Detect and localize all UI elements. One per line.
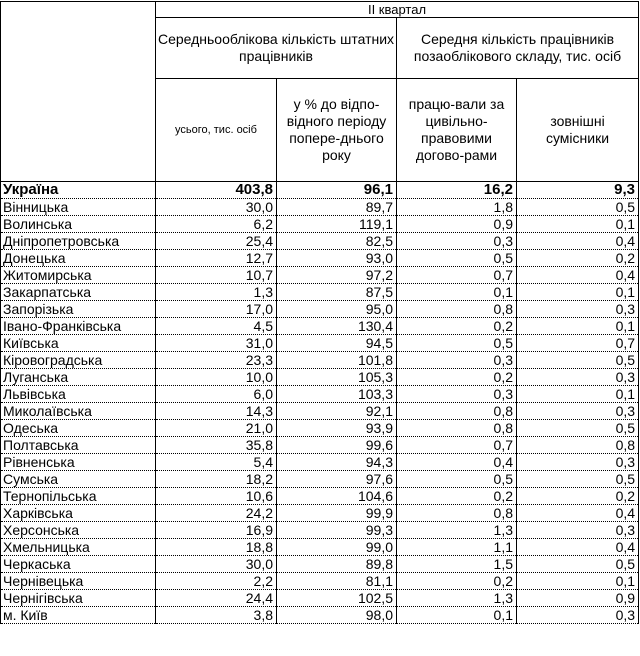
region-name: Київська xyxy=(1,335,156,352)
value-civil-contracts: 1,8 xyxy=(397,199,517,216)
region-name: Черкаська xyxy=(1,556,156,573)
value-total: 24,2 xyxy=(156,505,277,522)
value-civil-contracts: 1,3 xyxy=(397,522,517,539)
table-row xyxy=(1,250,639,267)
table-row xyxy=(1,522,639,539)
value-percent: 101,8 xyxy=(277,352,397,369)
value-civil-contracts: 0,8 xyxy=(397,403,517,420)
table-row-total xyxy=(1,182,639,199)
region-header-cell xyxy=(1,2,156,182)
value-civil-contracts: 0,8 xyxy=(397,505,517,522)
value-civil-contracts: 0,2 xyxy=(397,369,517,386)
table-row xyxy=(1,403,639,420)
value-external-part-time: 0,5 xyxy=(517,471,639,488)
col-header-civil-contracts: працю-вали за цивільно-правовими догово-рами xyxy=(397,79,517,182)
region-name: Івано-Франківська xyxy=(1,318,156,335)
value-percent: 82,5 xyxy=(277,233,397,250)
value-total: 403,8 xyxy=(156,182,277,199)
value-civil-contracts: 0,1 xyxy=(397,284,517,301)
region-name: Закарпатська xyxy=(1,284,156,301)
value-percent: 94,5 xyxy=(277,335,397,352)
value-total: 17,0 xyxy=(156,301,277,318)
value-total: 2,2 xyxy=(156,573,277,590)
value-total: 14,3 xyxy=(156,403,277,420)
value-total: 10,0 xyxy=(156,369,277,386)
value-percent: 97,6 xyxy=(277,471,397,488)
table-row xyxy=(1,437,639,454)
region-name: Харківська xyxy=(1,505,156,522)
value-percent: 92,1 xyxy=(277,403,397,420)
value-percent: 97,2 xyxy=(277,267,397,284)
value-percent: 99,3 xyxy=(277,522,397,539)
value-civil-contracts: 0,2 xyxy=(397,573,517,590)
value-external-part-time: 9,3 xyxy=(517,182,639,199)
value-total: 21,0 xyxy=(156,420,277,437)
value-total: 5,4 xyxy=(156,454,277,471)
table-row xyxy=(1,284,639,301)
table-row xyxy=(1,216,639,233)
region-name: Волинська xyxy=(1,216,156,233)
table-row xyxy=(1,454,639,471)
value-external-part-time: 0,4 xyxy=(517,267,639,284)
table-row xyxy=(1,199,639,216)
value-external-part-time: 0,7 xyxy=(517,335,639,352)
table-row xyxy=(1,369,639,386)
value-percent: 99,6 xyxy=(277,437,397,454)
value-external-part-time: 0,1 xyxy=(517,573,639,590)
value-percent: 81,1 xyxy=(277,573,397,590)
region-name: Тернопільська xyxy=(1,488,156,505)
value-civil-contracts: 0,2 xyxy=(397,318,517,335)
region-name: Одеська xyxy=(1,420,156,437)
value-external-part-time: 0,4 xyxy=(517,505,639,522)
region-name: Житомирська xyxy=(1,267,156,284)
value-percent: 93,0 xyxy=(277,250,397,267)
value-civil-contracts: 0,9 xyxy=(397,216,517,233)
value-civil-contracts: 0,3 xyxy=(397,233,517,250)
value-percent: 95,0 xyxy=(277,301,397,318)
value-percent: 104,6 xyxy=(277,488,397,505)
value-total: 23,3 xyxy=(156,352,277,369)
quarter-header: II квартал xyxy=(156,2,639,18)
region-name: Чернігівська xyxy=(1,590,156,607)
value-total: 12,7 xyxy=(156,250,277,267)
table-row xyxy=(1,335,639,352)
value-total: 35,8 xyxy=(156,437,277,454)
value-percent: 103,3 xyxy=(277,386,397,403)
value-total: 24,4 xyxy=(156,590,277,607)
value-percent: 89,7 xyxy=(277,199,397,216)
table-row xyxy=(1,607,639,624)
value-civil-contracts: 0,3 xyxy=(397,352,517,369)
value-civil-contracts: 0,5 xyxy=(397,471,517,488)
value-civil-contracts: 0,7 xyxy=(397,437,517,454)
region-name: Україна xyxy=(1,182,156,199)
value-external-part-time: 0,5 xyxy=(517,352,639,369)
value-total: 18,8 xyxy=(156,539,277,556)
table-row xyxy=(1,318,639,335)
value-external-part-time: 0,1 xyxy=(517,318,639,335)
table-row xyxy=(1,420,639,437)
table-row xyxy=(1,573,639,590)
value-total: 1,3 xyxy=(156,284,277,301)
value-percent: 96,1 xyxy=(277,182,397,199)
value-percent: 99,9 xyxy=(277,505,397,522)
region-name: Миколаївська xyxy=(1,403,156,420)
value-total: 6,0 xyxy=(156,386,277,403)
col-header-total: усього, тис. осіб xyxy=(156,79,277,182)
value-external-part-time: 0,5 xyxy=(517,556,639,573)
value-civil-contracts: 0,1 xyxy=(397,607,517,624)
value-percent: 130,4 xyxy=(277,318,397,335)
value-external-part-time: 0,1 xyxy=(517,284,639,301)
value-civil-contracts: 0,8 xyxy=(397,301,517,318)
value-total: 16,9 xyxy=(156,522,277,539)
region-name: Луганська xyxy=(1,369,156,386)
region-name: Донецька xyxy=(1,250,156,267)
region-name: Чернівецька xyxy=(1,573,156,590)
region-name: Сумська xyxy=(1,471,156,488)
table-body xyxy=(1,182,639,624)
value-total: 10,7 xyxy=(156,267,277,284)
value-civil-contracts: 0,4 xyxy=(397,454,517,471)
region-name: Вінницька xyxy=(1,199,156,216)
region-name: Полтавська xyxy=(1,437,156,454)
value-percent: 102,5 xyxy=(277,590,397,607)
value-civil-contracts: 0,5 xyxy=(397,335,517,352)
value-civil-contracts: 0,8 xyxy=(397,420,517,437)
table-row xyxy=(1,539,639,556)
value-external-part-time: 0,3 xyxy=(517,522,639,539)
statistics-table xyxy=(0,1,639,624)
value-percent: 89,8 xyxy=(277,556,397,573)
value-total: 25,4 xyxy=(156,233,277,250)
value-civil-contracts: 1,3 xyxy=(397,590,517,607)
region-name: Кіровоградська xyxy=(1,352,156,369)
value-percent: 99,0 xyxy=(277,539,397,556)
value-external-part-time: 0,9 xyxy=(517,590,639,607)
region-name: Рівненська xyxy=(1,454,156,471)
value-external-part-time: 0,8 xyxy=(517,437,639,454)
value-civil-contracts: 1,5 xyxy=(397,556,517,573)
value-external-part-time: 0,3 xyxy=(517,607,639,624)
value-total: 10,6 xyxy=(156,488,277,505)
value-external-part-time: 0,2 xyxy=(517,488,639,505)
table-row xyxy=(1,505,639,522)
value-external-part-time: 0,4 xyxy=(517,233,639,250)
value-total: 4,5 xyxy=(156,318,277,335)
value-percent: 93,9 xyxy=(277,420,397,437)
value-civil-contracts: 0,3 xyxy=(397,386,517,403)
value-total: 3,8 xyxy=(156,607,277,624)
header-row-quarter xyxy=(1,2,639,18)
table-row xyxy=(1,386,639,403)
region-name: Львівська xyxy=(1,386,156,403)
table-row xyxy=(1,267,639,284)
value-total: 18,2 xyxy=(156,471,277,488)
value-total: 30,0 xyxy=(156,199,277,216)
value-external-part-time: 0,3 xyxy=(517,369,639,386)
value-external-part-time: 0,5 xyxy=(517,420,639,437)
value-external-part-time: 0,5 xyxy=(517,199,639,216)
value-percent: 98,0 xyxy=(277,607,397,624)
value-percent: 105,3 xyxy=(277,369,397,386)
value-external-part-time: 0,1 xyxy=(517,216,639,233)
value-civil-contracts: 0,2 xyxy=(397,488,517,505)
value-total: 30,0 xyxy=(156,556,277,573)
table-row xyxy=(1,471,639,488)
value-total: 6,2 xyxy=(156,216,277,233)
value-external-part-time: 0,3 xyxy=(517,454,639,471)
value-percent: 94,3 xyxy=(277,454,397,471)
table-row xyxy=(1,488,639,505)
table-row xyxy=(1,301,639,318)
value-civil-contracts: 0,7 xyxy=(397,267,517,284)
group-header-staff: Середньооблікова кількість штатних працівників xyxy=(156,18,397,79)
region-name: Дніпропетровська xyxy=(1,233,156,250)
region-name: Хмельницька xyxy=(1,539,156,556)
value-percent: 87,5 xyxy=(277,284,397,301)
region-name: Херсонська xyxy=(1,522,156,539)
value-external-part-time: 0,1 xyxy=(517,386,639,403)
value-civil-contracts: 16,2 xyxy=(397,182,517,199)
value-external-part-time: 0,4 xyxy=(517,539,639,556)
table-row xyxy=(1,590,639,607)
value-external-part-time: 0,3 xyxy=(517,403,639,420)
table-row xyxy=(1,233,639,250)
table-row xyxy=(1,352,639,369)
col-header-percent: у % до відпо-відного періоду попере-днього року xyxy=(277,79,397,182)
value-civil-contracts: 1,1 xyxy=(397,539,517,556)
col-header-external-part-time: зовнішні сумісники xyxy=(517,79,639,182)
value-external-part-time: 0,2 xyxy=(517,250,639,267)
table-row xyxy=(1,556,639,573)
group-header-nonstaff: Середня кількість працівників позаоблікового складу, тис. осіб xyxy=(397,18,639,79)
region-name: Запорізька xyxy=(1,301,156,318)
value-total: 31,0 xyxy=(156,335,277,352)
region-name: м. Київ xyxy=(1,607,156,624)
value-external-part-time: 0,3 xyxy=(517,301,639,318)
value-percent: 119,1 xyxy=(277,216,397,233)
value-civil-contracts: 0,5 xyxy=(397,250,517,267)
